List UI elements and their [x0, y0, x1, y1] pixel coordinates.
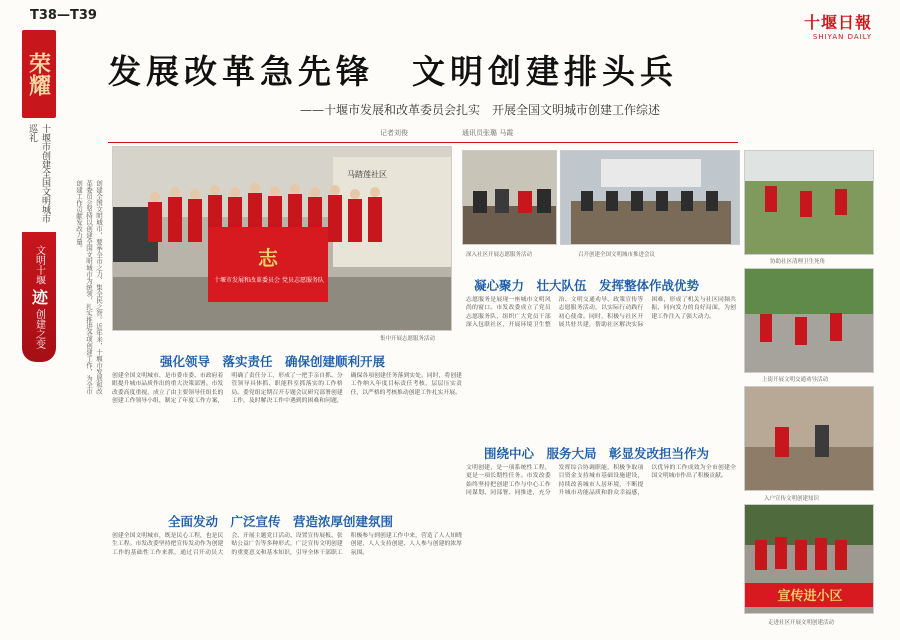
- cleanup-photo: [744, 150, 874, 255]
- volunteer-group-image: [113, 147, 452, 331]
- section-4-title: 围绕中心 服务大局 彰显发改担当作为: [484, 446, 710, 461]
- series-calligraphy: 荣耀: [22, 30, 56, 118]
- community-photo: [744, 386, 874, 491]
- section-3-text: 志愿服务是展现一座城市文明风尚的窗口。市发改委成立了党员志愿服务队，组织广大党员干部深入包联社区，开展环境卫生整治、文明交通劝导、政策宣传等志愿服务活动，以实际行动践行初心使命。同时，积极与社区开展共驻共建，帮助社区解决实际困难，形成了机关与社区同频共振、同向发力的良好局面，为创建工作注入了强大动力。: [466, 297, 736, 329]
- meeting-photo-1-caption: 深入社区开展志愿服务活动: [466, 252, 533, 258]
- volunteers-photo-caption: 走进社区开展文明创建活动: [768, 620, 835, 626]
- series-badge: [22, 232, 56, 362]
- meeting-photo-2: [560, 150, 740, 245]
- subheadline: ——十堰市发展和改革委员会扎实 开展全国文明城市创建工作综述: [300, 103, 661, 117]
- street-photo-caption: 上街开展文明交通劝导活动: [762, 377, 829, 383]
- street-photo: [744, 268, 874, 373]
- series-title: 十堰市创建全国文明城市巡礼: [27, 124, 50, 223]
- svg-text:志: 志: [258, 246, 278, 270]
- byline-reporter: 记者刘俊: [380, 129, 408, 137]
- headline: 发展改革急先锋 文明创建排头兵: [108, 52, 678, 91]
- series-badge-bottom: 创建之变: [33, 309, 45, 349]
- main-photo-caption: 集中开展志愿服务活动: [380, 336, 436, 342]
- series-strip: [22, 30, 56, 630]
- section-3-title: 凝心聚力 壮大队伍 发挥整体作战优势: [474, 278, 700, 293]
- community-image: [745, 387, 874, 491]
- page-number: T38—T39: [30, 8, 97, 23]
- cleanup-photo-caption: 协助社区清理卫生死角: [770, 259, 826, 265]
- newspaper-subname: SHIYAN DAILY: [812, 33, 872, 41]
- main-photo-sign: 马踏莲社区: [347, 170, 387, 179]
- meeting-image-2: [561, 151, 740, 245]
- section-2-title: 全面发动 广泛宣传 营造浓厚创建氛围: [168, 514, 394, 529]
- byline-correspondent: 通讯员张璐 马霞: [462, 129, 514, 137]
- main-photo-banner: 十堰市发展和改革委员会 党员志愿服务队: [214, 277, 324, 284]
- cleanup-image: [745, 151, 874, 255]
- meeting-photo-2-caption: 召开创建全国文明城市推进会议: [578, 252, 656, 258]
- volunteers-banner: 宣传进小区: [777, 589, 843, 604]
- newspaper-logo: [752, 10, 872, 41]
- volunteers-photo: [744, 504, 874, 614]
- intro-text: 创建全国文明城市，要举全市之力、集全民之智。近年来，十堰市发展和改革委员会坚持以创建全国文明城市为统领，扎实推进各项创建工作，为全市创建工作贡献发改力量。: [75, 180, 103, 395]
- section-1-text: 创建全国文明城市，是市委市委、市政府着眼提升城市品质作出的重大决策部署。市发改委高度重视，成立了由主要领导任组长的创建工作领导小组，制定了年度工作方案，明确了责任分工，形成了一把手亲自抓、分管领导具体抓、职能科室抓落实的工作格局。委党组定期召开专题会议研究部署创建工作，及时解决工作中遇到的困难和问题，确保各项创建任务落到实处。同时，将创建工作纳入年度目标责任考核，层层压实责任，以严格的考核推动创建工作扎实开展。: [112, 373, 462, 405]
- community-photo-caption: 入户宣传文明创建知识: [764, 496, 820, 502]
- series-badge-top: 文明十堰: [33, 245, 45, 285]
- section-2-text: 创建全国文明城市，既是民心工程，也是民生工程。市发改委坚持把宣传发动作为创建工作的基础性工作来抓，通过召开动员大会、开展主题党日活动、设置宣传展板、张贴公益广告等多种形式，广泛宣传文明创建的重要意义和基本知识，引导全体干部职工积极参与到创建工作中来，营造了人人知晓创建、人人支持创建、人人参与创建的浓厚氛围。: [112, 533, 462, 556]
- headline-rule: [108, 142, 738, 143]
- meeting-image-1: [463, 151, 557, 245]
- meeting-photo-1: [462, 150, 557, 245]
- main-photo: [112, 146, 452, 331]
- section-4-text: 文明创建，是一项系统性工程，更是一项长期性任务。市发改委始终坚持把创建工作与中心工作同谋划、同部署、同推进，充分发挥综合协调职能，积极争取项目资金支持城市基础设施建设，持续改善城市人居环境，不断提升城市功能品质和群众幸福感，以优异的工作成效为全市创建全国文明城市作出了积极贡献。: [466, 465, 736, 497]
- newspaper-name: 十堰日報: [803, 13, 872, 32]
- section-1-title: 强化领导 落实责任 确保创建顺利开展: [160, 354, 386, 369]
- street-image: [745, 269, 874, 373]
- series-badge-char: 迹: [29, 289, 49, 305]
